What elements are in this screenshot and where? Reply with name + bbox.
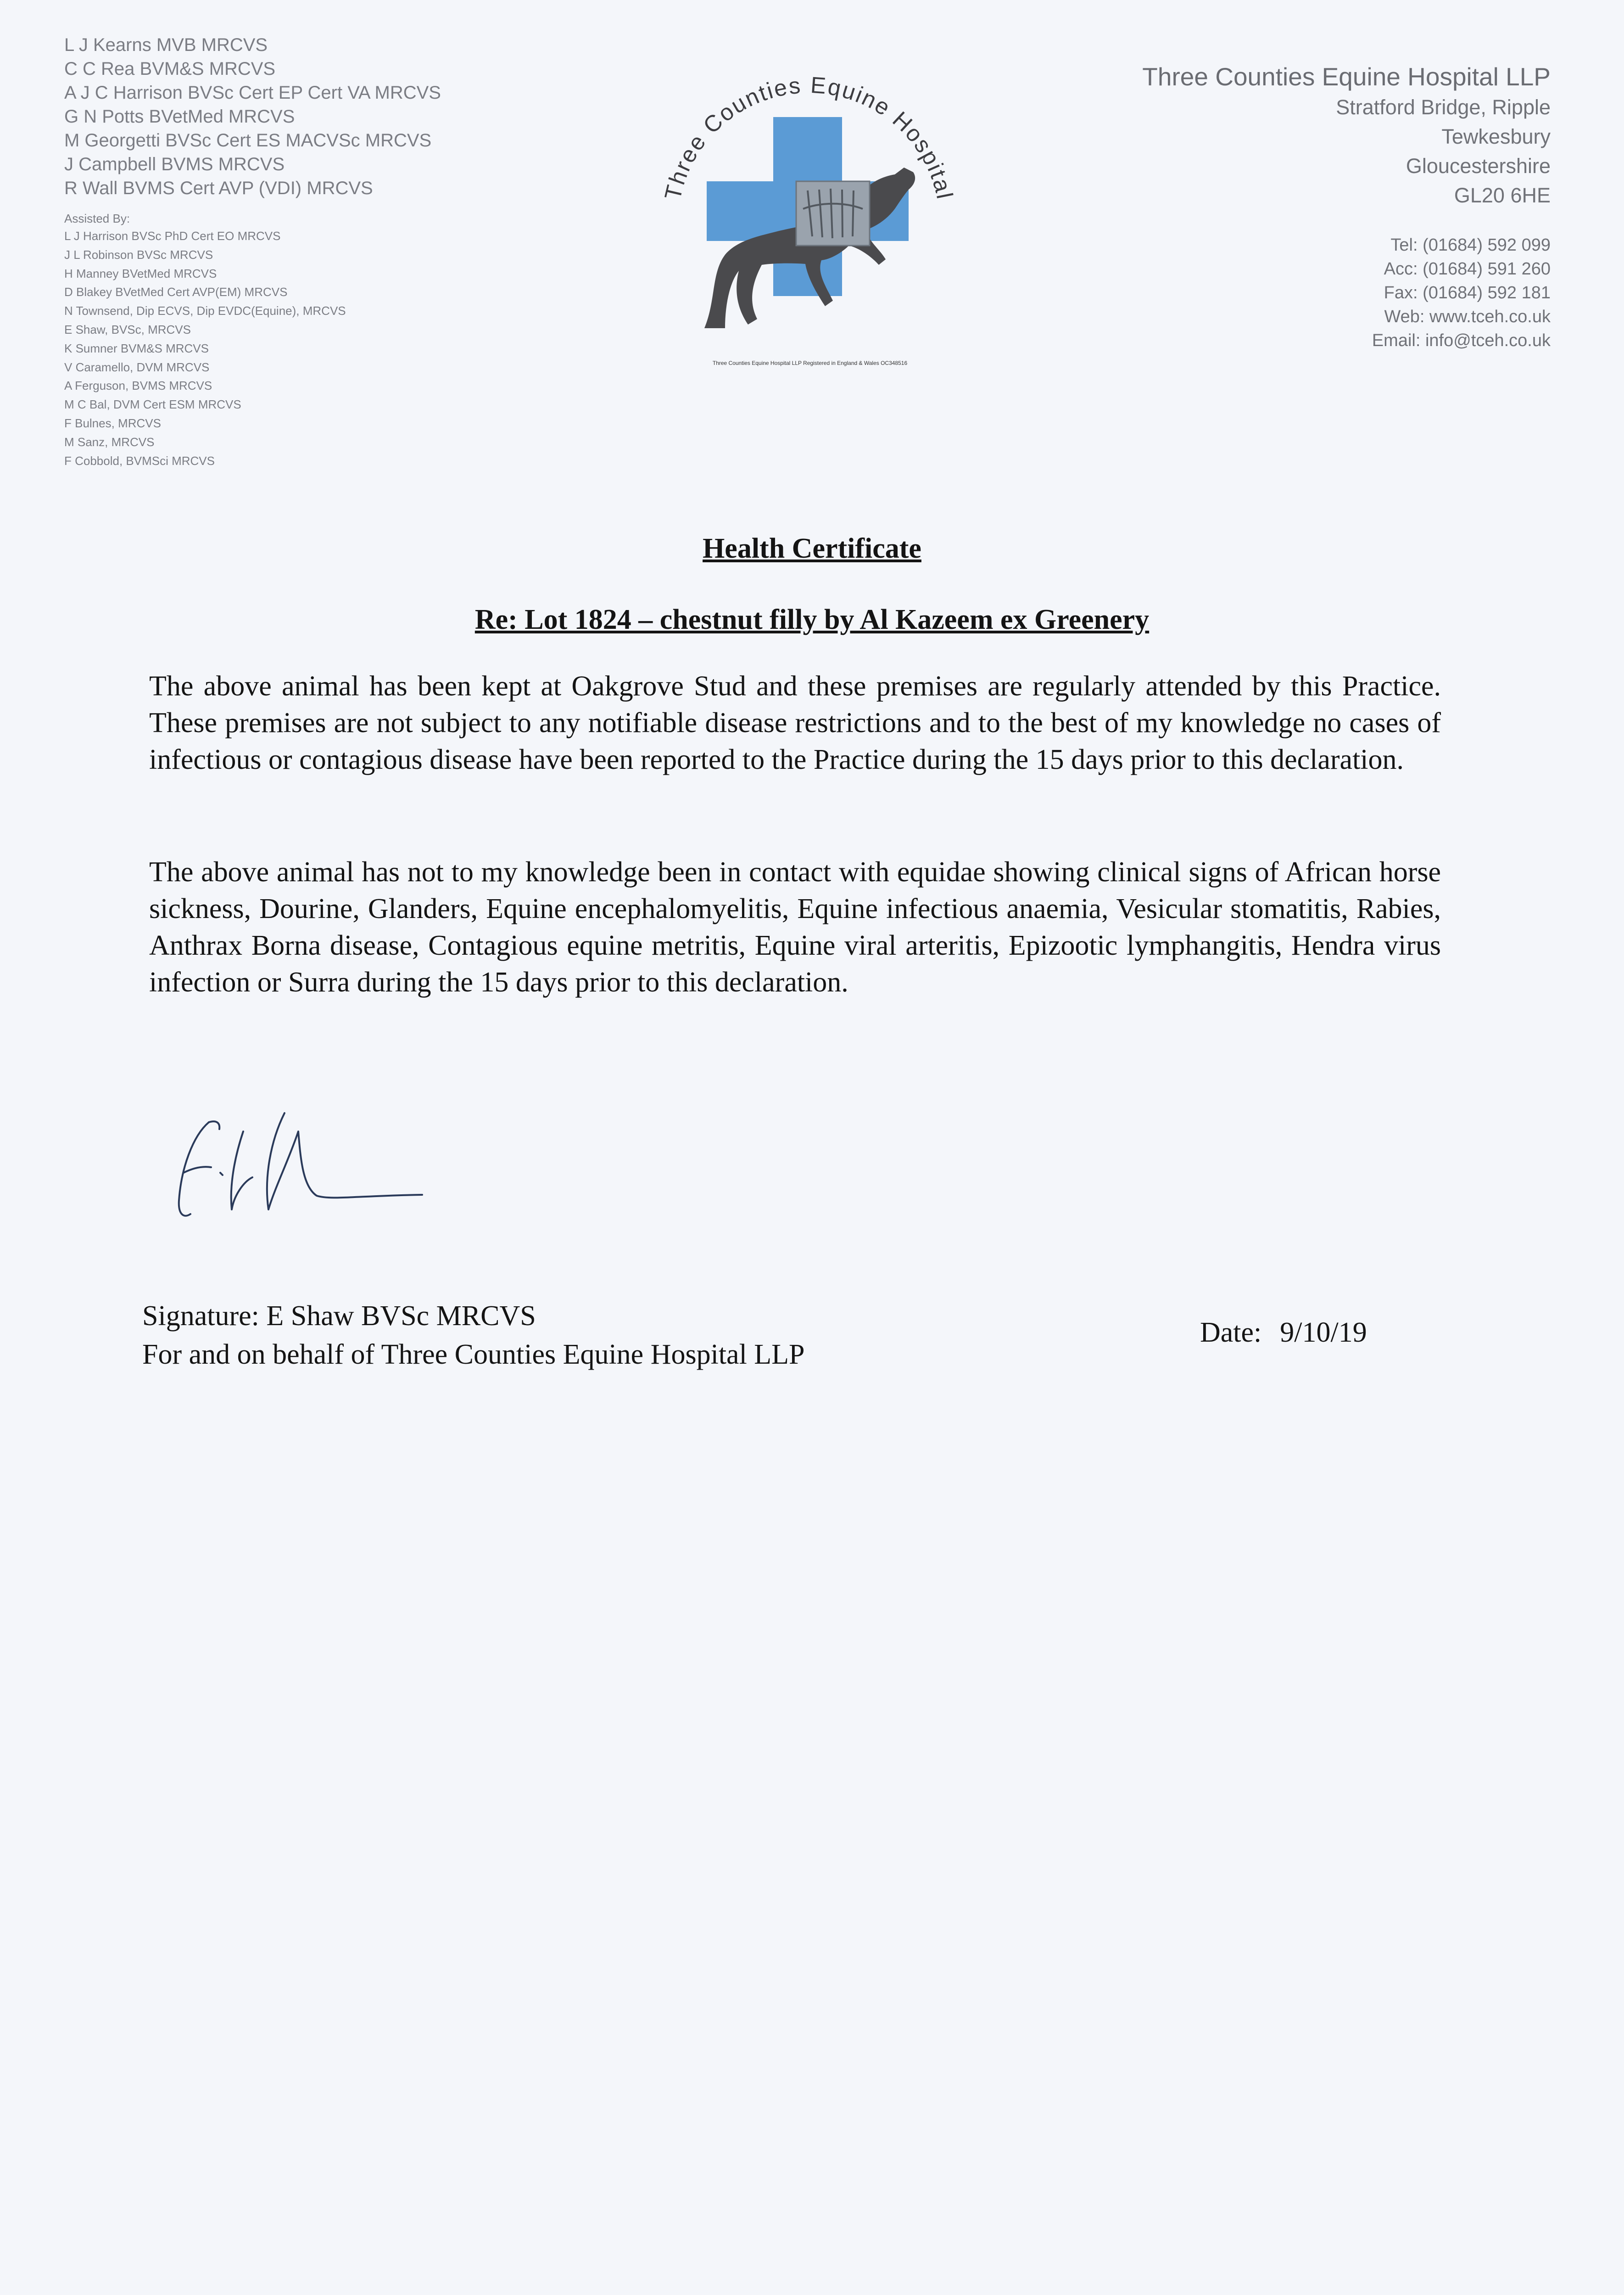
hospital-address	[1142, 61, 1551, 353]
date-label: Date:	[1200, 1317, 1262, 1348]
assistants-list	[64, 227, 441, 470]
address-line: Gloucestershire	[1406, 154, 1551, 178]
assistant-item: L J Harrison BVSc PhD Cert EO MRCVS	[64, 229, 281, 243]
lot-reference: Re: Lot 1824 – chestnut filly by Al Kazeem ex Greenery	[474, 604, 1150, 635]
assistant-item: N Townsend, Dip ECVS, Dip EVDC(Equine), MRCVS	[64, 304, 346, 318]
fax: Fax: (01684) 592 181	[1384, 283, 1551, 302]
assistant-item: A Ferguson, BVMS MRCVS	[64, 379, 212, 393]
website: Web: www.tceh.co.uk	[1384, 307, 1551, 326]
partner-item: A J C Harrison BVSc Cert EP Cert VA MRCVS	[64, 83, 441, 103]
assistant-item: H Manney BVetMed MRCVS	[64, 266, 217, 280]
assisted-by-label: Assisted By:	[64, 212, 130, 225]
address-line: Stratford Bridge, Ripple	[1336, 95, 1551, 119]
assistant-item: F Cobbold, BVMSci MRCVS	[64, 453, 215, 468]
assistant-item: M Sanz, MRCVS	[64, 435, 155, 449]
accounts-phone: Acc: (01684) 591 260	[1384, 259, 1551, 279]
logo-arc-text: Three Counties Equine Hospital	[659, 72, 958, 202]
email: Email: info@tceh.co.uk	[1372, 331, 1551, 350]
paragraph-premises: The above animal has been kept at Oakgrove Stud and these premises are regularly attended by this Practice. These premises are not subject to any notifiable disease restrictions and to the best of my knowledge no cases of infectious or contagious disease have been reported to the Practice during the 15 days prior to this declaration.	[149, 671, 1441, 775]
partner-item: C C Rea BVM&S MRCVS	[64, 59, 276, 79]
partner-item: M Georgetti BVSc Cert ES MACVSc MRCVS	[64, 130, 432, 151]
firm-name: Three Counties Equine Hospital LLP	[1142, 62, 1551, 91]
assistant-item: M C Bal, DVM Cert ESM MRCVS	[64, 397, 241, 412]
staff-list	[64, 33, 441, 470]
address-line: Tewkesbury	[1441, 125, 1551, 148]
address-line: GL20 6HE	[1454, 184, 1551, 207]
date-value: 9/10/19	[1280, 1317, 1367, 1348]
handwritten-signature	[165, 1104, 441, 1232]
paragraph-diseases: The above animal has not to my knowledge been in contact with equidae showing clinical signs of African horse sickness, Dourine, Glanders, Equine encephalomyelitis, Equine infectious anaemia, Vesicular stomatitis, Rabies, Anthrax Borna disease, Contagious equine metritis, Equine viral arteritis, Epizootic lymphangitis, Hendra virus infection or Surra during the 15 days prior to this declaration.	[149, 856, 1441, 998]
assistant-item: K Sumner BVM&S MRCVS	[64, 341, 209, 355]
hospital-logo	[610, 44, 1010, 383]
partners-list	[64, 33, 441, 200]
assistant-item: V Caramello, DVM MRCVS	[64, 360, 210, 374]
signature-block	[142, 1297, 805, 1374]
assistant-item: J L Robinson BVSc MRCVS	[64, 247, 213, 262]
partner-item: L J Kearns MVB MRCVS	[64, 35, 268, 55]
document-title: Health Certificate	[703, 533, 921, 564]
partner-item: J Campbell BVMS MRCVS	[64, 154, 285, 174]
signatory-line: Signature: E Shaw BVSc MRCVS	[142, 1300, 536, 1332]
partner-item: R Wall BVMS Cert AVP (VDI) MRCVS	[64, 178, 373, 198]
assistant-item: F Bulnes, MRCVS	[64, 416, 161, 430]
partner-item: G N Potts BVetMed MRCVS	[64, 106, 295, 127]
logo-registration-text: Three Counties Equine Hospital LLP Registered in England & Wales OC348516	[712, 360, 908, 366]
date-field	[1200, 1316, 1367, 1349]
assistant-item: D Blakey BVetMed Cert AVP(EM) MRCVS	[64, 285, 288, 299]
telephone: Tel: (01684) 592 099	[1390, 235, 1551, 255]
assistant-item: E Shaw, BVSc, MRCVS	[64, 322, 191, 336]
contact-details	[1142, 233, 1551, 353]
on-behalf-line: For and on behalf of Three Counties Equine Hospital LLP	[142, 1339, 805, 1370]
